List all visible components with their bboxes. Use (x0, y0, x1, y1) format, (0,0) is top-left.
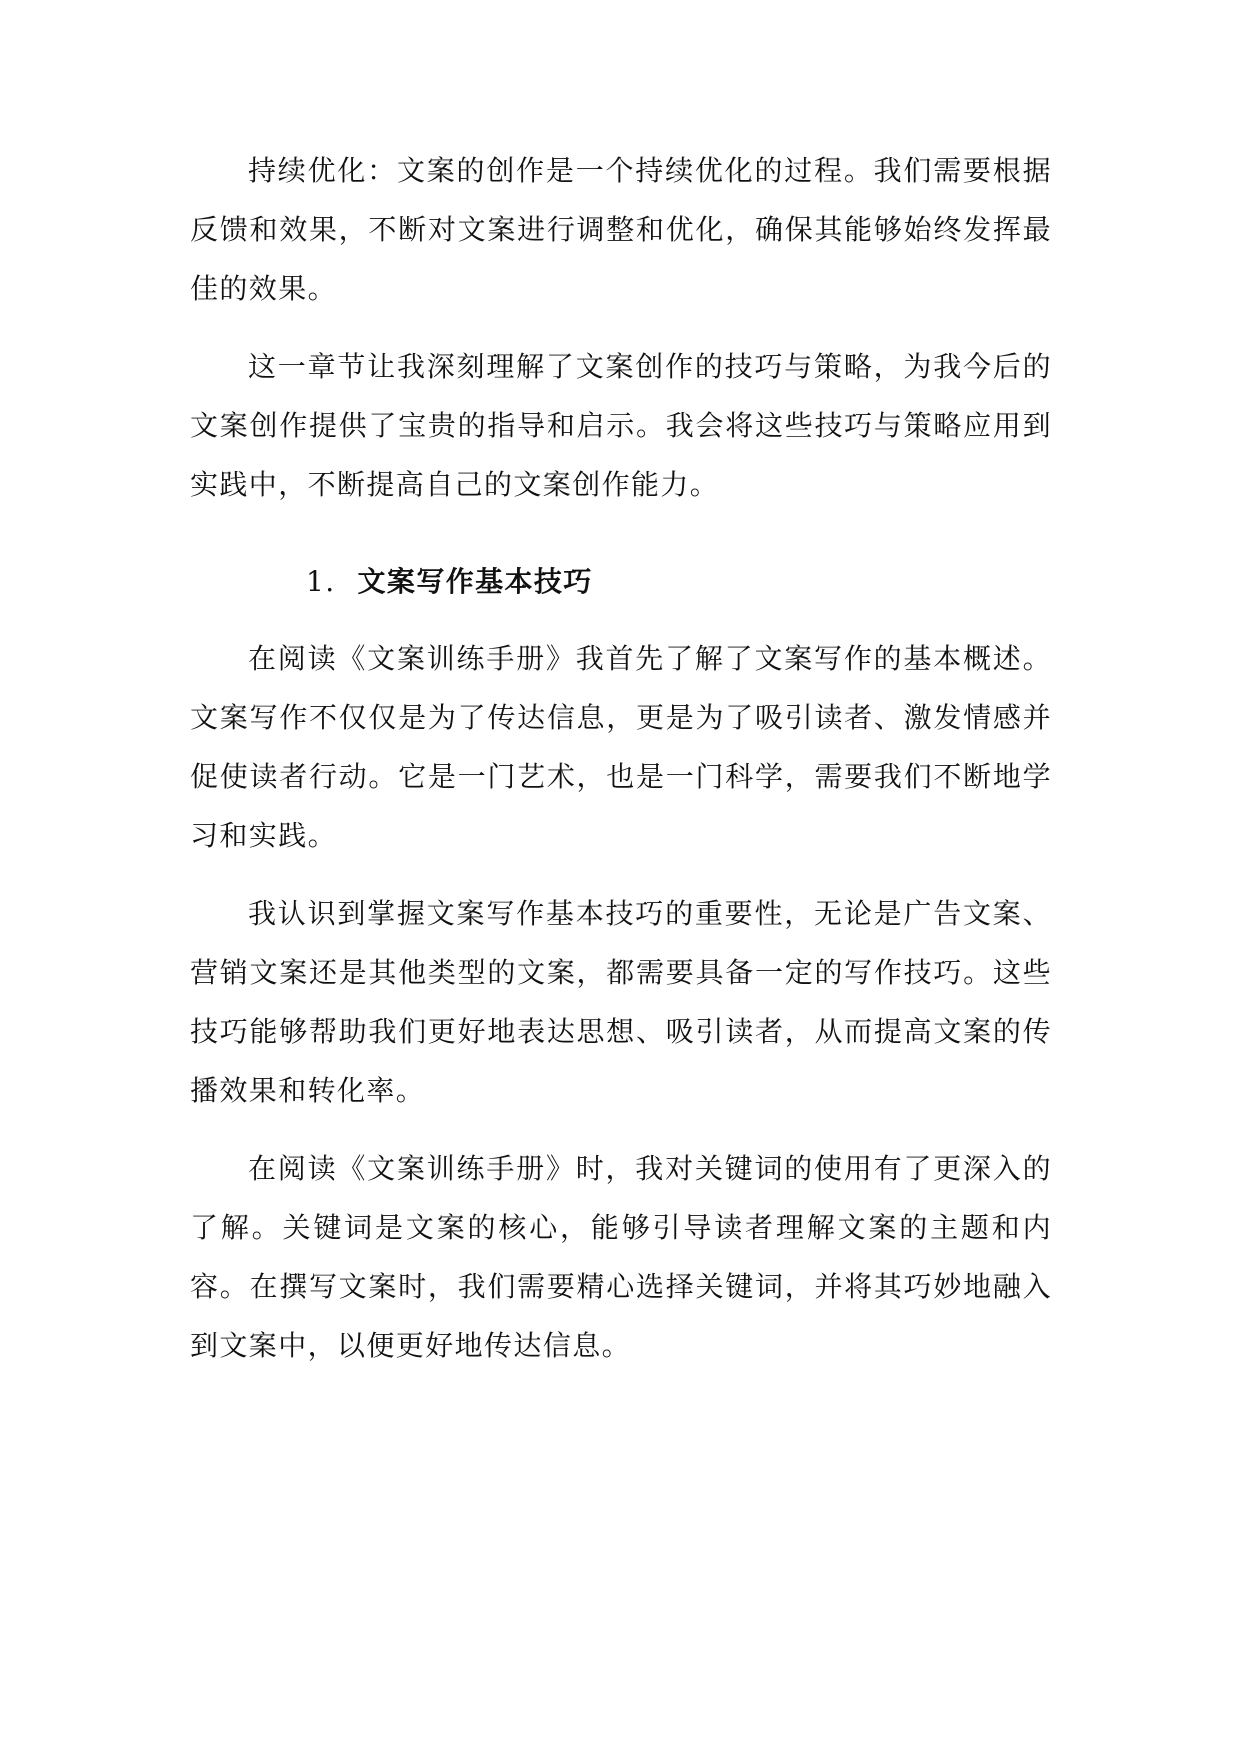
paragraph-chapter-reflection: 这一章节让我深刻理解了文案创作的技巧与策略，为我今后的文案创作提供了宝贵的指导和启示。我会将这些技巧与策略应用到实践中，不断提高自己的文案创作能力。 (190, 350, 1052, 501)
section-number: 1. (306, 565, 336, 598)
paragraph-keywords: 在阅读《文案训练手册》时，我对关键词的使用有了更深入的了解。关键词是文案的核心，能够引导读者理解文案的主题和内容。在撰写文案时，我们需要精心选择关键词，并将其巧妙地融入到文案中，以便更好地传达信息。 (190, 1152, 1052, 1362)
paragraph-importance: 我认识到掌握文案写作基本技巧的重要性，无论是广告文案、营销文案还是其他类型的文案，都需要具备一定的写作技巧。这些技巧能够帮助我们更好地表达思想、吸引读者，从而提高文案的传播效果和转化率。 (190, 897, 1052, 1107)
section-title: 文案写作基本技巧 (357, 565, 593, 598)
paragraph-continuous-optimization: 持续优化：文案的创作是一个持续优化的过程。我们需要根据反馈和效果，不断对文案进行调整和优化，确保其能够始终发挥最佳的效果。 (190, 154, 1052, 305)
section-heading (190, 552, 1052, 611)
paragraph-overview: 在阅读《文案训练手册》我首先了解了文案写作的基本概述。文案写作不仅仅是为了传达信息，更是为了吸引读者、激发情感并促使读者行动。它是一门艺术，也是一门科学，需要我们不断地学习和实践。 (190, 642, 1052, 852)
page-content (190, 141, 1052, 1394)
